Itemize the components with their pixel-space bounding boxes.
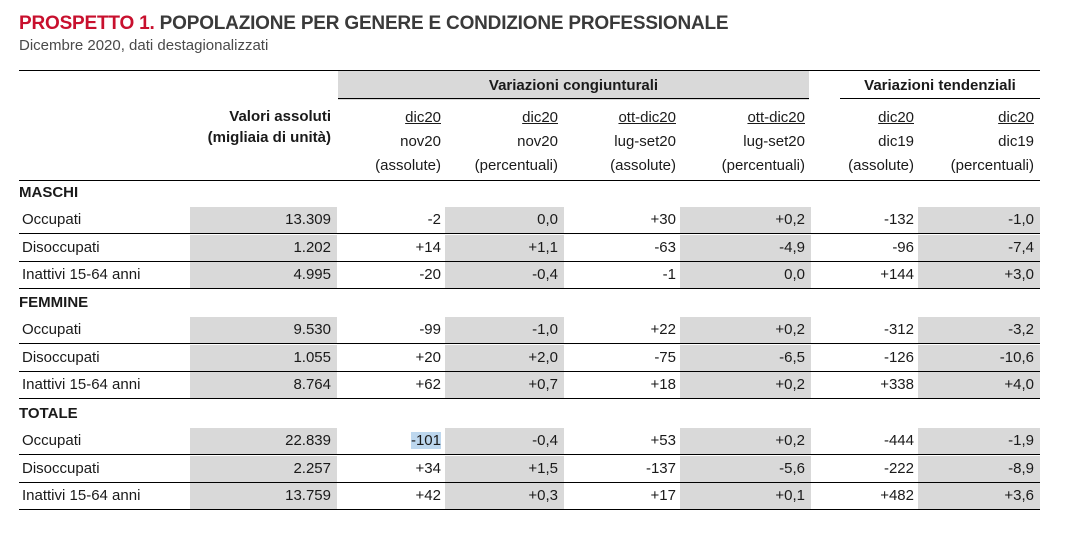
column-header-5-line3: (assolute) [848, 157, 914, 174]
cell-value: -312 [883, 321, 914, 338]
table-cell [809, 345, 920, 371]
cell-value: +0,2 [775, 211, 805, 228]
table-cell [190, 235, 337, 261]
table-cell [190, 262, 337, 288]
row-rule [19, 509, 1040, 510]
row-label: Disoccupati [22, 459, 100, 477]
table-cell [445, 235, 564, 261]
cell-value: -137 [645, 459, 676, 477]
row-label: Occupati [22, 211, 82, 228]
table-cell [809, 235, 920, 261]
table-cell [809, 428, 920, 454]
cell-value: 1.055 [293, 348, 331, 366]
table-cell [918, 207, 1040, 233]
cell-value: +18 [650, 376, 676, 393]
table-cell [562, 207, 682, 233]
cell-value: -20 [419, 266, 441, 283]
cell-value: -6,5 [779, 348, 805, 366]
section-label: FEMMINE [19, 294, 89, 311]
cell-value: -99 [419, 321, 441, 338]
cell-value: +144 [880, 266, 914, 283]
cell-value: +0,2 [775, 376, 805, 393]
cell-value: +1,5 [528, 459, 558, 477]
cell-value: +4,0 [1004, 376, 1034, 393]
table-row [19, 483, 1040, 510]
cell-value: -8,9 [1008, 459, 1034, 477]
column-header-6-line3: (percentuali) [950, 157, 1034, 174]
table-cell [190, 372, 337, 398]
cell-value: +0,7 [528, 376, 558, 393]
section-label: MASCHI [19, 184, 79, 201]
table-cell [338, 235, 447, 261]
column-header-6 [914, 106, 1034, 178]
title-main: POPOLAZIONE PER GENERE E CONDIZIONE PROFESSIONALE [159, 13, 729, 34]
cell-value: +17 [650, 487, 676, 504]
cell-value: 0,0 [537, 211, 558, 228]
cell-value: +3,0 [1004, 266, 1034, 283]
table-cell [190, 483, 337, 509]
group-rule-tendenziali [840, 98, 1040, 99]
cell-value: 0,0 [784, 266, 805, 283]
table-row [19, 428, 1040, 455]
cell-value: 9.530 [293, 321, 331, 338]
table-cell [562, 317, 682, 343]
table-cell [918, 345, 1040, 371]
table-cell [190, 207, 337, 233]
table-cell [918, 262, 1040, 288]
column-header-5-line2: dic19 [878, 133, 914, 150]
cell-value: -1 [662, 266, 676, 283]
cell-value: 13.309 [285, 211, 331, 228]
column-header-3-line1: ott-dic20 [618, 109, 676, 126]
header-bottom-rule [19, 180, 1040, 181]
table-cell [680, 235, 811, 261]
cell-value: 13.759 [285, 487, 331, 504]
table-cell [918, 483, 1040, 509]
cell-value: -0,4 [532, 432, 558, 449]
section-label: TOTALE [19, 405, 78, 422]
cell-value: +20 [415, 348, 441, 366]
column-header-2-line2: nov20 [517, 133, 558, 150]
table-cell [918, 428, 1040, 454]
table-cell [562, 372, 682, 398]
column-header-4-line2: lug-set20 [743, 133, 805, 150]
cell-value: -1,0 [532, 321, 558, 338]
cell-value: -0,4 [532, 266, 558, 283]
cell-value: 22.839 [285, 432, 331, 449]
table-cell [338, 483, 447, 509]
table-cell [445, 456, 564, 482]
table-cell [338, 207, 447, 233]
row-rule [19, 398, 1040, 399]
column-header-2-line1: dic20 [522, 109, 558, 126]
table-cell [338, 456, 447, 482]
column-header-4-line1: ott-dic20 [747, 109, 805, 126]
column-header-1 [321, 106, 441, 178]
column-header-3-line3: (assolute) [610, 157, 676, 174]
table-cell [190, 317, 337, 343]
cell-value: -4,9 [779, 238, 805, 256]
table-cell [562, 483, 682, 509]
table-row [19, 456, 1040, 483]
cell-value: -63 [654, 238, 676, 256]
cell-value: -126 [883, 348, 914, 366]
cell-value: +3,6 [1004, 487, 1034, 504]
cell-value: +0,2 [775, 321, 805, 338]
title-prefix: PROSPETTO 1. [19, 13, 155, 34]
cell-value: -101 [410, 432, 441, 449]
table-cell [338, 372, 447, 398]
group-header-tendenziali [840, 71, 1040, 100]
table-cell [338, 428, 447, 454]
cell-value: +34 [415, 459, 441, 477]
column-header-4 [685, 106, 805, 178]
cell-value: -3,2 [1008, 321, 1034, 338]
column-header-4-line3: (percentuali) [721, 157, 805, 174]
table-row [19, 317, 1040, 344]
table-cell [338, 345, 447, 371]
cell-value: 2.257 [293, 459, 331, 477]
group-header-congiunturali [338, 71, 809, 100]
table-cell [445, 372, 564, 398]
table-cell [918, 372, 1040, 398]
table-cell [190, 428, 337, 454]
column-header-6-line2: dic19 [998, 133, 1034, 150]
column-header-3-line2: lug-set20 [614, 133, 676, 150]
row-label: Inattivi 15-64 anni [22, 487, 141, 504]
table-cell [680, 456, 811, 482]
table-row [19, 345, 1040, 372]
cell-value: +22 [650, 321, 676, 338]
valori-header-line2: (migliaia di unità) [207, 129, 331, 146]
table-cell [918, 317, 1040, 343]
valori-header-line1: Valori assoluti [229, 108, 331, 125]
table-cell [918, 235, 1040, 261]
table-cell [809, 262, 920, 288]
table-cell [562, 456, 682, 482]
table-row [19, 207, 1040, 234]
cell-value: +1,1 [528, 238, 558, 256]
group-header-tendenziali-label: Variazioni tendenziali [864, 77, 1016, 94]
table-cell [809, 317, 920, 343]
column-header-1-line2: nov20 [400, 133, 441, 150]
row-label: Inattivi 15-64 anni [22, 376, 141, 393]
table-cell [680, 345, 811, 371]
table-cell [338, 317, 447, 343]
cell-value: 4.995 [293, 266, 331, 283]
row-label: Disoccupati [22, 348, 100, 366]
cell-value: +62 [415, 376, 441, 393]
table-cell [809, 207, 920, 233]
column-header-2-line3: (percentuali) [474, 157, 558, 174]
table-cell [445, 262, 564, 288]
cell-value: 1.202 [293, 238, 331, 256]
table-row [19, 262, 1040, 289]
table-cell [809, 483, 920, 509]
table-row [19, 235, 1040, 262]
table-cell [562, 428, 682, 454]
table-cell [680, 483, 811, 509]
table-subtitle: Dicembre 2020, dati destagionalizzati [19, 37, 269, 54]
column-header-2 [438, 106, 558, 178]
cell-value: +2,0 [528, 348, 558, 366]
cell-value: -10,6 [999, 348, 1034, 366]
table-cell [562, 262, 682, 288]
table-cell [680, 428, 811, 454]
table-cell [809, 372, 920, 398]
cell-value: -96 [892, 238, 914, 256]
cell-value: +14 [415, 238, 441, 256]
table-row [19, 372, 1040, 399]
table-cell [445, 207, 564, 233]
table-cell [809, 456, 920, 482]
valori-assoluti-header [190, 106, 331, 148]
group-rule-congiunturali [338, 98, 809, 99]
table-cell [680, 207, 811, 233]
group-header-congiunturali-label: Variazioni congiunturali [488, 77, 659, 94]
row-label: Disoccupati [22, 238, 100, 256]
table-cell [338, 262, 447, 288]
cell-value: +30 [650, 211, 676, 228]
table-cell [445, 317, 564, 343]
cell-value: +53 [650, 432, 676, 449]
column-header-1-line1: dic20 [405, 109, 441, 126]
cell-value: 8.764 [293, 376, 331, 393]
column-header-5-line1: dic20 [878, 109, 914, 126]
table-title [19, 13, 728, 35]
cell-value: -222 [883, 459, 914, 477]
table-cell [562, 235, 682, 261]
table-cell [680, 372, 811, 398]
row-label: Occupati [22, 321, 82, 338]
table-cell [562, 345, 682, 371]
table-cell [680, 317, 811, 343]
row-rule [19, 288, 1040, 289]
cell-value: -1,0 [1008, 211, 1034, 228]
table-cell [445, 428, 564, 454]
table-cell [445, 483, 564, 509]
row-label: Inattivi 15-64 anni [22, 266, 141, 283]
cell-value: +0,2 [775, 432, 805, 449]
cell-value: -2 [427, 211, 441, 228]
cell-value: -132 [883, 211, 914, 228]
column-header-1-line3: (assolute) [375, 157, 441, 174]
cell-value: +0,3 [528, 487, 558, 504]
cell-value: +482 [880, 487, 914, 504]
table-cell [918, 456, 1040, 482]
cell-value: -75 [654, 348, 676, 366]
table-cell [680, 262, 811, 288]
table-cell [190, 456, 337, 482]
cell-value: -444 [883, 432, 914, 449]
table-cell [190, 345, 337, 371]
column-header-5 [794, 106, 914, 178]
row-label: Occupati [22, 432, 82, 449]
cell-value: +338 [880, 376, 914, 393]
cell-value: +0,1 [775, 487, 805, 504]
cell-value: -7,4 [1008, 238, 1034, 256]
column-header-6-line1: dic20 [998, 109, 1034, 126]
table-cell [445, 345, 564, 371]
cell-value: -5,6 [779, 459, 805, 477]
cell-value: -1,9 [1008, 432, 1034, 449]
cell-value: +42 [415, 487, 441, 504]
column-header-3 [556, 106, 676, 178]
